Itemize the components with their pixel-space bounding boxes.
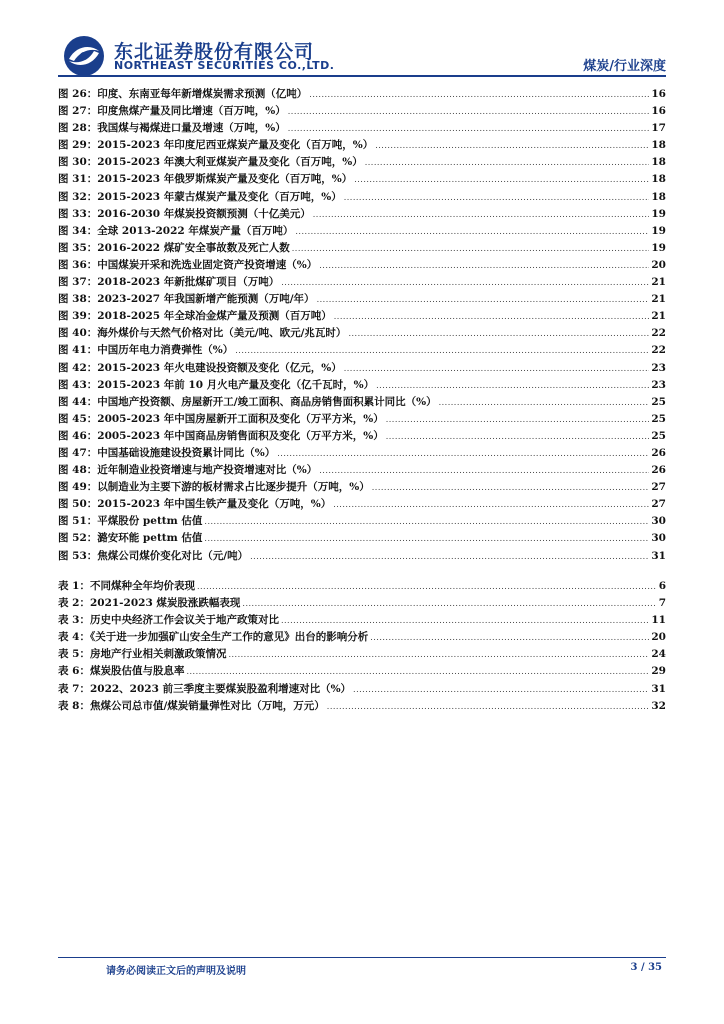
table-entry-page: 24 xyxy=(651,648,666,661)
header-divider xyxy=(58,75,666,77)
figure-entry[interactable] xyxy=(58,342,666,359)
figure-entry-label: 图 40：海外煤价与天然气价格对比（美元/吨、欧元/兆瓦时） xyxy=(58,327,347,340)
table-entry[interactable] xyxy=(58,698,666,715)
figure-entry[interactable] xyxy=(58,154,666,171)
figure-entry-label: 图 31：2015-2023 年俄罗斯煤炭产量及变化（百万吨，%） xyxy=(58,173,353,186)
figure-index xyxy=(58,86,666,565)
figure-entry-label: 图 41：中国历年电力消费弹性（%） xyxy=(58,344,234,357)
figure-entry[interactable] xyxy=(58,86,666,103)
figure-entry[interactable] xyxy=(58,411,666,428)
figure-entry-label: 图 32：2015-2023 年蒙古煤炭产量及变化（百万吨，%） xyxy=(58,190,342,203)
figure-entry-page: 26 xyxy=(651,446,666,459)
dot-leader xyxy=(250,548,649,565)
footer-page-number: 3 / 35 xyxy=(630,962,662,973)
dot-leader xyxy=(319,462,649,479)
figure-entry[interactable] xyxy=(58,223,666,240)
figure-entry[interactable] xyxy=(58,291,666,308)
figure-entry-label: 图 33：2016-2030 年煤炭投资额预测（十亿美元） xyxy=(58,207,311,220)
dot-leader xyxy=(317,291,650,308)
figure-entry-page: 18 xyxy=(651,139,666,152)
table-entry[interactable] xyxy=(58,578,666,595)
figure-entry-label: 图 45：2005-2023 年中国房屋新开工面积及变化（万平方米，%） xyxy=(58,412,384,425)
figure-entry-page: 19 xyxy=(651,224,666,237)
figure-entry[interactable] xyxy=(58,548,666,565)
table-entry-label: 表 8：焦煤公司总市值/煤炭销量弹性对比（万吨，万元） xyxy=(58,699,325,712)
figure-entry-page: 31 xyxy=(651,549,666,562)
dot-leader xyxy=(197,578,657,595)
dot-leader xyxy=(334,308,650,325)
report-section-tag: 煤炭/行业深度 xyxy=(583,59,666,74)
figure-entry[interactable] xyxy=(58,445,666,462)
figure-entry-label: 图 39：2018-2025 年全球冶金煤产量及预测（百万吨） xyxy=(58,310,332,323)
figure-entry[interactable] xyxy=(58,428,666,445)
figure-entry-page: 30 xyxy=(651,532,666,545)
dot-leader xyxy=(277,445,649,462)
dot-leader xyxy=(365,154,650,171)
table-entry-page: 11 xyxy=(651,614,666,627)
figure-entry[interactable] xyxy=(58,530,666,547)
dot-leader xyxy=(370,629,649,646)
figure-entry-page: 30 xyxy=(651,515,666,528)
figure-entry-page: 18 xyxy=(651,173,666,186)
company-name-en: NORTHEAST SECURITIES CO.,LTD. xyxy=(114,59,335,72)
table-entry-label: 表 5：房地产行业相关刺激政策情况 xyxy=(58,648,227,661)
figure-entry-label: 图 43：2015-2023 年前 10 月火电产量及变化（亿千瓦时，%） xyxy=(58,378,375,391)
table-entry[interactable] xyxy=(58,681,666,698)
figure-entry[interactable] xyxy=(58,257,666,274)
figure-entry[interactable] xyxy=(58,394,666,411)
figure-entry-label: 图 49：以制造业为主要下游的板材需求占比逐步提升（万吨，%） xyxy=(58,481,370,494)
dot-leader xyxy=(204,513,649,530)
figure-entry-label: 图 38：2023-2027 年我国新增产能预测（万吨/年） xyxy=(58,293,315,306)
footer-divider xyxy=(58,957,666,958)
dot-leader xyxy=(242,595,656,612)
table-index xyxy=(58,578,666,715)
figure-entry-page: 26 xyxy=(651,464,666,477)
dot-leader xyxy=(372,479,650,496)
figure-entry-label: 图 27：印度焦煤产量及同比增速（百万吨，%） xyxy=(58,105,286,118)
dot-leader xyxy=(386,411,650,428)
dot-leader xyxy=(292,240,650,257)
dot-leader xyxy=(327,698,650,715)
table-entry[interactable] xyxy=(58,629,666,646)
figure-entry-page: 27 xyxy=(651,481,666,494)
dot-leader xyxy=(281,612,649,629)
page-header xyxy=(0,0,724,80)
table-entry[interactable] xyxy=(58,646,666,663)
table-entry-page: 20 xyxy=(651,631,666,644)
dot-leader xyxy=(235,342,649,359)
figure-entry-label: 图 35：2016-2022 煤矿安全事故数及死亡人数 xyxy=(58,241,290,254)
dot-leader xyxy=(376,377,649,394)
table-entry[interactable] xyxy=(58,595,666,612)
dot-leader xyxy=(186,663,649,680)
figure-entry[interactable] xyxy=(58,325,666,342)
dot-leader xyxy=(228,646,649,663)
figure-entry-page: 21 xyxy=(651,293,666,306)
figure-entry[interactable] xyxy=(58,479,666,496)
table-entry-page: 31 xyxy=(651,682,666,695)
table-entry-label: 表 4：《关于进一步加强矿山安全生产工作的意见》出台的影响分析 xyxy=(58,631,369,644)
figure-entry-label: 图 46：2005-2023 年中国商品房销售面积及变化（万平方米，%） xyxy=(58,429,384,442)
figure-entry-page: 18 xyxy=(651,190,666,203)
dot-leader xyxy=(348,325,649,342)
figure-entry[interactable] xyxy=(58,240,666,257)
dot-leader xyxy=(313,206,650,223)
figure-entry-label: 图 29：2015-2023 年印度尼西亚煤炭产量及变化（百万吨，%） xyxy=(58,139,374,152)
figure-entry-label: 图 48：近年制造业投资增速与地产投资增速对比（%） xyxy=(58,464,318,477)
figure-entry[interactable] xyxy=(58,103,666,120)
figure-entry[interactable] xyxy=(58,189,666,206)
dot-leader xyxy=(375,137,649,154)
dot-leader xyxy=(354,171,649,188)
figure-entry[interactable] xyxy=(58,206,666,223)
table-entry-label: 表 7：2022、2023 前三季度主要煤炭股盈利增速对比（%） xyxy=(58,682,352,695)
figure-entry-label: 图 52：潞安环能 pettm 估值 xyxy=(58,532,203,545)
figure-entry[interactable] xyxy=(58,171,666,188)
dot-leader xyxy=(344,189,650,206)
figure-entry-page: 19 xyxy=(651,241,666,254)
figure-entry-label: 图 26：印度、东南亚每年新增煤炭需求预测（亿吨） xyxy=(58,88,308,100)
table-entry[interactable] xyxy=(58,612,666,629)
figure-entry-page: 16 xyxy=(651,105,666,118)
dot-leader xyxy=(333,496,649,513)
dot-leader xyxy=(309,86,649,103)
company-name-cn: 东北证券股份有限公司 xyxy=(114,41,315,63)
figure-entry[interactable] xyxy=(58,496,666,513)
figure-entry-page: 22 xyxy=(651,344,666,357)
table-entry-label: 表 3：历史中央经济工作会议关于地产政策对比 xyxy=(58,614,279,627)
figure-entry[interactable] xyxy=(58,360,666,377)
table-entry-page: 7 xyxy=(658,597,666,610)
dot-leader xyxy=(344,360,650,377)
figure-entry[interactable] xyxy=(58,513,666,530)
figure-entry-label: 图 36：中国煤炭开采和洗选业固定资产投资增速（%） xyxy=(58,258,318,271)
table-entry-label: 表 1：不同煤种全年均价表现 xyxy=(58,580,195,592)
table-entry-label: 表 6：煤炭股估值与股息率 xyxy=(58,665,185,678)
figure-entry-label: 图 28：我国煤与褐煤进口量及增速（万吨，%） xyxy=(58,122,286,135)
figure-entry-label: 图 44：中国地产投资额、房屋新开工/竣工面积、商品房销售面积累计同比（%） xyxy=(58,395,437,408)
dot-leader xyxy=(319,257,649,274)
dot-leader xyxy=(295,223,649,240)
footer-disclaimer: 请务必阅读正文后的声明及说明 xyxy=(106,966,246,977)
table-entry[interactable] xyxy=(58,663,666,680)
figure-entry[interactable] xyxy=(58,308,666,325)
figure-entry[interactable] xyxy=(58,462,666,479)
figure-entry[interactable] xyxy=(58,137,666,154)
dot-leader xyxy=(353,681,649,698)
figure-entry-label: 图 30：2015-2023 年澳大利亚煤炭产量及变化（百万吨，%） xyxy=(58,156,363,169)
figure-entry-page: 22 xyxy=(651,327,666,340)
figure-entry-page: 25 xyxy=(651,412,666,425)
figure-entry[interactable] xyxy=(58,274,666,291)
figure-entry-page: 18 xyxy=(651,156,666,169)
figure-entry-page: 20 xyxy=(651,258,666,271)
figure-entry[interactable] xyxy=(58,377,666,394)
dot-leader xyxy=(281,274,649,291)
dot-leader xyxy=(439,394,650,411)
figure-entry-page: 23 xyxy=(651,378,666,391)
figure-entry-label: 图 50：2015-2023 年中国生铁产量及变化（万吨，%） xyxy=(58,498,332,511)
dot-leader xyxy=(204,530,649,547)
figure-entry-label: 图 42：2015-2023 年火电建设投资额及变化（亿元，%） xyxy=(58,361,342,374)
figure-entry-page: 25 xyxy=(651,429,666,442)
figure-entry-label: 图 47：中国基础设施建设投资累计同比（%） xyxy=(58,446,276,459)
figure-entry-label: 图 51：平煤股份 pettm 估值 xyxy=(58,515,203,528)
figure-entry-page: 25 xyxy=(651,395,666,408)
figure-entry-page: 27 xyxy=(651,498,666,511)
figure-entry-label: 图 37：2018-2023 年新批煤矿项目（万吨） xyxy=(58,276,280,289)
figure-entry-label: 图 34：全球 2013-2022 年煤炭产量（百万吨） xyxy=(58,224,294,237)
table-entry-page: 32 xyxy=(651,699,666,712)
table-entry-label: 表 2：2021-2023 煤炭股涨跌幅表现 xyxy=(58,597,241,610)
company-logo-icon xyxy=(62,34,106,78)
dot-leader xyxy=(288,103,650,120)
table-entry-page: 6 xyxy=(658,580,666,592)
figure-entry-page: 21 xyxy=(651,310,666,323)
figure-entry-page: 17 xyxy=(651,122,666,135)
dot-leader xyxy=(288,120,650,137)
table-entry-page: 29 xyxy=(651,665,666,678)
figure-entry[interactable] xyxy=(58,120,666,137)
figure-entry-label: 图 53：焦煤公司煤价变化对比（元/吨） xyxy=(58,549,249,562)
figure-entry-page: 16 xyxy=(651,88,666,100)
figure-entry-page: 19 xyxy=(651,207,666,220)
figure-entry-page: 23 xyxy=(651,361,666,374)
figure-entry-page: 21 xyxy=(651,276,666,289)
dot-leader xyxy=(386,428,650,445)
